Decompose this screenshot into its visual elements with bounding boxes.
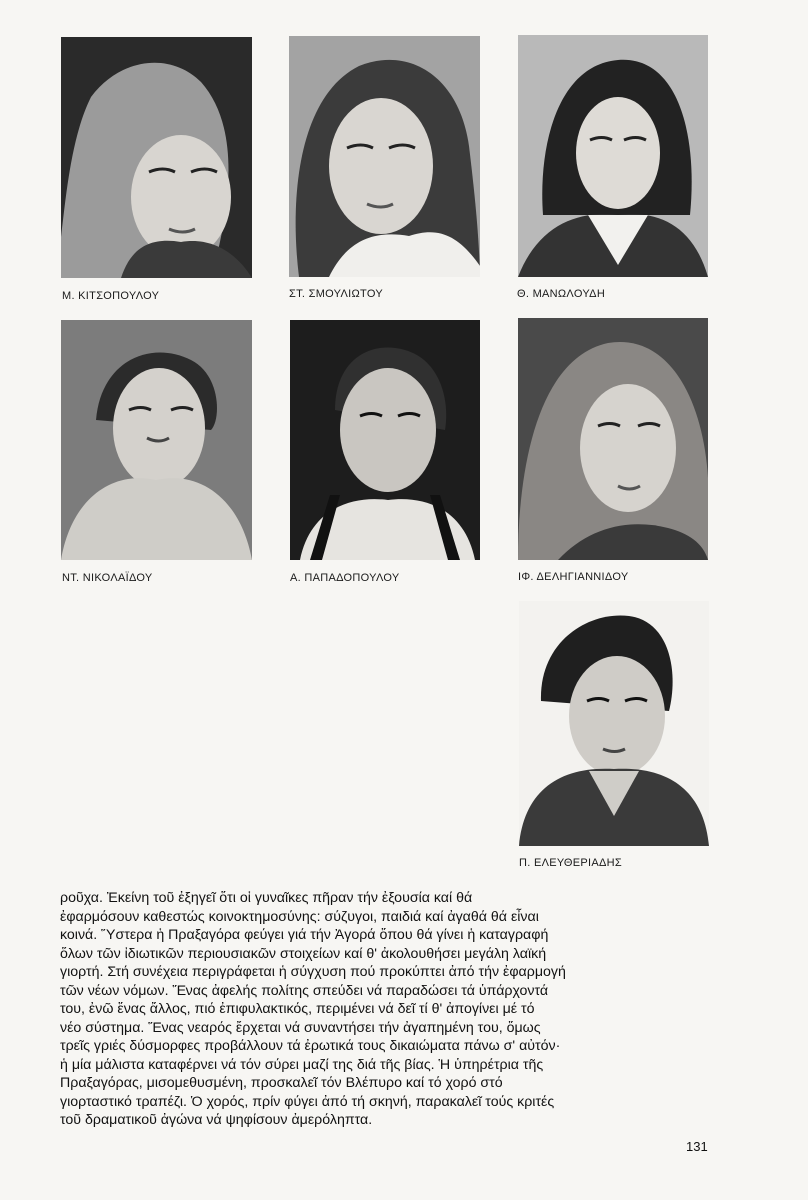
portrait-caption-6: ΙΦ. ΔΕΛΗΓΙΑΝΝΙΔΟΥ (518, 571, 629, 583)
body-line: του, ἐνῶ ἕνας ἄλλος, πιό ἐπιφυλακτικός, περιμένει νά δεῖ τί θ' ἀπογίνει μέ τό (60, 1001, 535, 1017)
body-line: Πραξαγόρας, μισομεθυσμένη, προσκαλεῖ τόν Βλέπυρο καί τό χορό στό (60, 1075, 503, 1091)
portrait-caption-3: Θ. ΜΑΝΩΛΟΥΔΗ (517, 288, 606, 300)
body-line: τρεῖς γριές δύσμορφες προβάλλουν τά ἐρωτικά τους δικαιώματα πάνω σ' αὐτόν· (60, 1038, 561, 1054)
portrait-caption-5: Α. ΠΑΠΑΔΟΠΟΥΛΟΥ (290, 572, 400, 584)
body-line: κοινά. Ὕστερα ἡ Πραξαγόρα φεύγει γιά τήν Ἀγορά ὅπου θά γίνει ἡ καταγραφή (60, 927, 549, 943)
portrait-photo-5 (290, 320, 480, 560)
body-line: ροῦχα. Ἐκείνη τοῦ ἐξηγεῖ ὅτι οἱ γυναῖκες πῆραν τήν ἐξουσία καί θά (60, 890, 473, 906)
page-number: 131 (686, 1139, 708, 1154)
portrait-caption-1: Μ. ΚΙΤΣΟΠΟΥΛΟΥ (62, 290, 160, 302)
body-line: τῶν νέων νόμων. Ἕνας ἀφελής πολίτης σπεύδει νά παραδώσει τά ὑπάρχοντά (60, 982, 549, 999)
portrait-caption-4: ΝΤ. ΝΙΚΟΛΑΪΔΟΥ (62, 572, 153, 584)
portrait-photo-3 (518, 35, 708, 277)
portrait-photo-1 (61, 37, 252, 278)
body-line: τοῦ δραματικοῦ ἀγώνα νά ψηφίσουν ἀμερόληπτα. (60, 1112, 373, 1128)
body-line: ἐφαρμόσουν καθεστώς κοινοκτημοσύνης: σύζυγοι, παιδιά καί ἀγαθά θά εἶναι (60, 908, 539, 925)
body-line: γιορταστικό τραπέζι. Ὁ χορός, πρίν φύγει ἀπό τή σκηνή, παρακαλεῖ τούς κριτές (60, 1093, 555, 1110)
portrait-photo-2 (289, 36, 480, 277)
portrait-photo-6 (518, 318, 708, 560)
portrait-photo-4 (61, 320, 252, 560)
body-line: νέο σύστημα. Ἕνας νεαρός ἔρχεται νά συναντήσει τήν ἀγαπημένη του, ὅμως (60, 1019, 541, 1036)
body-paragraph (60, 889, 716, 1130)
portrait-photo-7 (519, 601, 709, 846)
body-line: γιορτή. Στή συνέχεια περιγράφεται ἡ σύγχυση πού προκύπτει ἀπό τήν ἐφαρμογή (60, 964, 566, 980)
portrait-caption-2: ΣΤ. ΣΜΟΥΛΙΩΤΟΥ (289, 288, 383, 300)
body-line: ἡ μία μάλιστα καταφέρνει νά τόν σύρει μαζί της διά τῆς βίας. Ἡ ὑπηρέτρια τῆς (60, 1056, 544, 1073)
portrait-caption-7: Π. ΕΛΕΥΘΕΡΙΑΔΗΣ (519, 857, 623, 869)
body-line: ὅλων τῶν ἰδιωτικῶν περιουσιακῶν στοιχείων καί θ' ἀκολουθήσει μεγάλη λαϊκή (60, 945, 547, 962)
